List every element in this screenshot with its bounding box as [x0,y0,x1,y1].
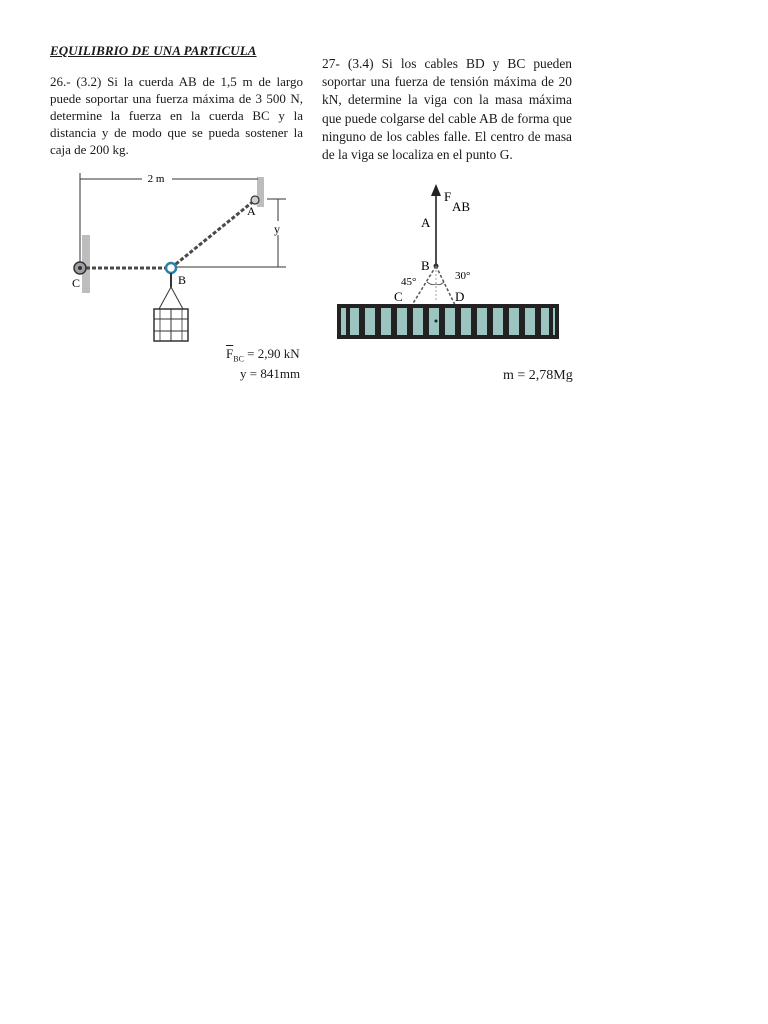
dimension-2m-label: 2 m [147,173,165,185]
answer-y: y = 841mm [240,366,301,381]
angle-45-label: 45° [401,276,417,288]
problem-26-figure [60,165,310,350]
crate-200kg [154,309,188,341]
label-c: C [394,289,403,304]
answer-fbc [226,346,300,364]
problem-27-statement: 27- (3.4) Si los cables BD y BC pueden soportar una fuerza de tensión máxima de 20 kN, determine la viga con la masa máxima que puede colgarse del cable AB de forma que ninguno de los cables falle. El centro de masa de la viga se localiza en el punto G. [322,56,572,163]
angle-arc-right [436,282,444,285]
answer-fbc-value: = 2,90 kN [247,346,300,361]
cord-ab [171,200,255,268]
beam [337,304,559,339]
center-of-mass-g [435,320,438,323]
label-c: C [72,276,81,290]
force-subscript: AB [452,199,471,214]
answer-fbc-symbol: $\overline{F}$ [226,346,234,361]
angle-30-label: 30° [455,270,471,282]
pin-a [251,196,259,204]
cable-bd [436,266,455,305]
angle-arc-left [427,282,436,285]
force-symbol: F [444,189,452,204]
answer-fbc-subscript: BC [233,354,244,364]
answer-m: m = 2,78Mg [503,368,573,383]
dimension-y-label: y [274,222,280,236]
problem-27-figure [335,180,560,340]
label-b: B [178,273,187,287]
label-d: D [455,289,465,304]
force-arrowhead [431,184,441,196]
label-a: A [247,204,256,218]
label-a: A [421,215,431,230]
problem-26-statement: 26.- (3.2) Si la cuerda AB de 1,5 m de largo puede soportar una fuerza máxima de 3 500 N, determine la fuerza en la cuerda BC y la distancia y de modo que se pueda sostener la caja de 200 kg. [50,74,303,157]
label-b: B [421,258,430,273]
ring-b [166,263,176,273]
section-title: EQUILIBRIO DE UNA PARTICULA [50,43,257,58]
